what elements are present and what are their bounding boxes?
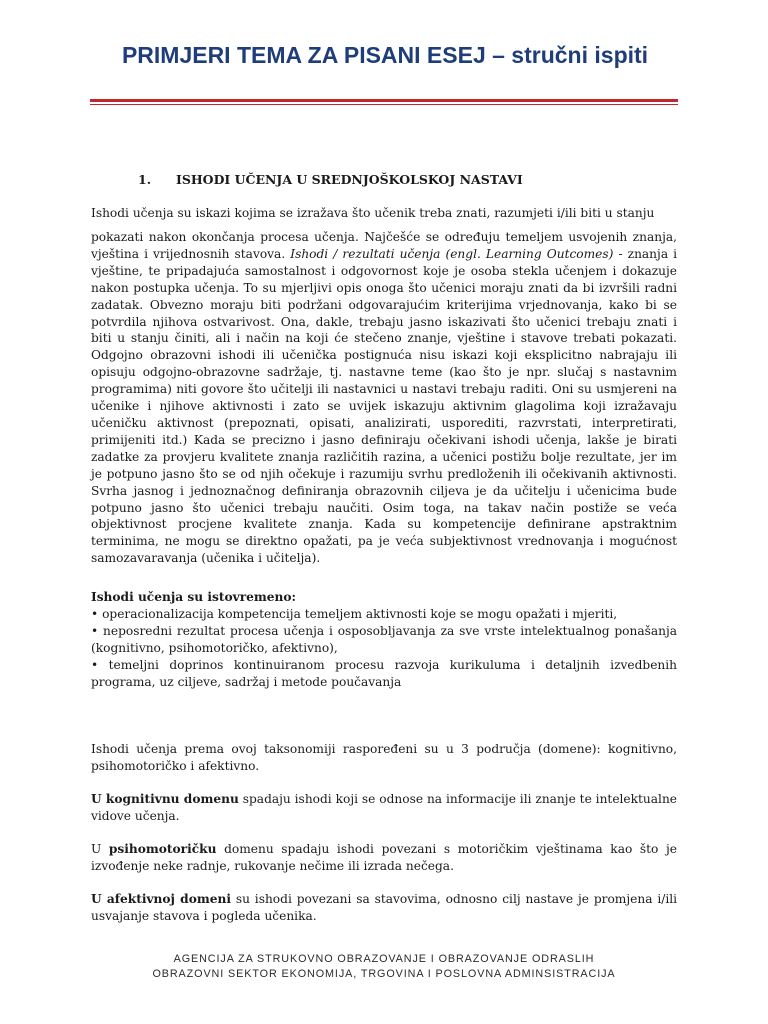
- title-divider-thick: [90, 99, 678, 102]
- main-text-italic: Ishodi / rezultati učenja (engl. Learning Outcomes): [290, 246, 614, 261]
- main-text-part-2: - znanja i vještine, te pripadajuća samostalnost i odgovornost koje je osoba stekla učenjem i dokazuje nakon postupka učenja. To su mjerljivi opis onoga što učenici moraju znati da bi izvršili radni zadatak. Obvezno moraju biti podržani odgovarajućim kriterijima vrjednovanja, kako bi se potvrdila njihova ostvarivost. Ona, dakle, trebaju jasno iskazivati što učenici trebaju znati i biti u stanju činiti, ali i način na koji će stečeno znanje, vještine i stavove trebati pokazati. Odgojno obrazovni ishodi ili učenička postignuća nisu iskazi koji eksplicitno nabrajaju ili opisuju odgojno-obrazovne sadržaje, tj. nastavne teme (kao što je npr. slučaj s nastavnim programima) niti govore što učitelji ili nastavnici u nastavi trebaju raditi. Oni su usmjereni na učenike i njihove aktivnosti i zato se uvijek iskazuju aktivnim glagolima koji izražavaju učeničku aktivnost (prepoznati, opisati, analizirati, usporediti, razvrstati, interpretirati, primijeniti itd.) Kada se precizno i jasno definiraju očekivani ishodi učenja, lakše je birati zadatke za provjeru kvalitete znanja različitih razina, a učenici postižu bolje rezultate, jer im je potpuno jasno što se od njih očekuje i razumiju svrhu predloženih ili očekivanih aktivnosti. Svrha jasnog i jednoznačnog definiranja obrazovnih ciljeva je da učitelju i učenicima bude potpuno jasno što učenici trebaju naučiti. Osim toga, na takav način postiže se veća objektivnost procjene kvalitete znanja. Kada su kompetencije definirane apstraktnim terminima, ne mogu se direktno opažati, pa je veća subjektivnost vrednovanja i mogućnost samozavaravanja (učenika i učitelja).: [91, 246, 678, 566]
- section-title: ISHODI UČENJA U SREDNJOŠKOLSKOJ NASTAVI: [176, 172, 523, 187]
- footer-line-sector: OBRAZOVNI SEKTOR EKONOMIJA, TRGOVINA I POSLOVNA ADMINSISTRACIJA: [152, 968, 616, 980]
- affective-domain-paragraph: [91, 891, 677, 925]
- main-paragraph: [91, 229, 677, 567]
- page-footer: [0, 952, 768, 982]
- list-item: • neposredni rezultat procesa učenja i osposobljavanja za sve vrste intelektualnog ponašanja (kognitivno, psihomotoričko, afektivno),: [91, 623, 677, 655]
- intro-paragraph: Ishodi učenja su iskazi kojima se izražava što učenik treba znati, razumjeti i/ili biti u stanju: [91, 206, 655, 220]
- section-number: 1.: [138, 172, 152, 187]
- psychomotor-domain-paragraph: [91, 841, 677, 875]
- cognitive-domain-paragraph: [91, 791, 677, 825]
- psychomotor-lead: U: [91, 842, 102, 856]
- affective-domain-text: su ishodi povezani sa stavovima, odnosno cilj nastave je promjena i/ili usvajanje stavova i pogleda učenika.: [91, 892, 678, 923]
- psychomotor-domain-label: psihomotoričku: [108, 842, 217, 856]
- page-title: PRIMJERI TEMA ZA PISANI ESEJ – stručni ispiti: [121, 42, 649, 68]
- list-heading: Ishodi učenja su istovremeno:: [91, 590, 297, 604]
- affective-domain-label: U afektivnoj domeni: [91, 892, 231, 906]
- simultaneous-list: [91, 589, 677, 690]
- title-divider-thin: [90, 104, 678, 105]
- list-item: • operacionalizacija kompetencija temeljem aktivnosti koje se mogu opažati i mjeriti,: [91, 606, 618, 621]
- cognitive-domain-text: spadaju ishodi koji se odnose na informacije ili znanje te intelektualne vidove učenja.: [91, 792, 678, 823]
- main-text-part-1: pokazati nakon okončanja procesa učenja. Najčešće se određuju temeljem usvojenih znanja, vještina i vrijednosnih stavova.: [91, 230, 677, 261]
- footer-line-agency: AGENCIJA ZA STRUKOVNO OBRAZOVANJE I OBRAZOVANJE ODRASLIH: [173, 953, 595, 965]
- psychomotor-domain-text: domenu spadaju ishodi povezani s motoričkim vještinama kao što je izvođenje neke radnje, rukovanje nečime ili izrada nečega.: [91, 842, 677, 873]
- section-heading: [138, 172, 523, 187]
- taxonomy-paragraph: Ishodi učenja prema ovoj taksonomiji raspoređeni su u 3 područja (domene): kognitivno, psihomotoričko i afektivno.: [91, 742, 677, 773]
- cognitive-domain-label: U kognitivnu domenu: [91, 792, 239, 806]
- list-item: • temeljni doprinos kontinuiranom procesu razvoja kurikuluma i detaljnih izvedbenih programa, uz ciljeve, sadržaj i metode poučavanja: [91, 657, 677, 689]
